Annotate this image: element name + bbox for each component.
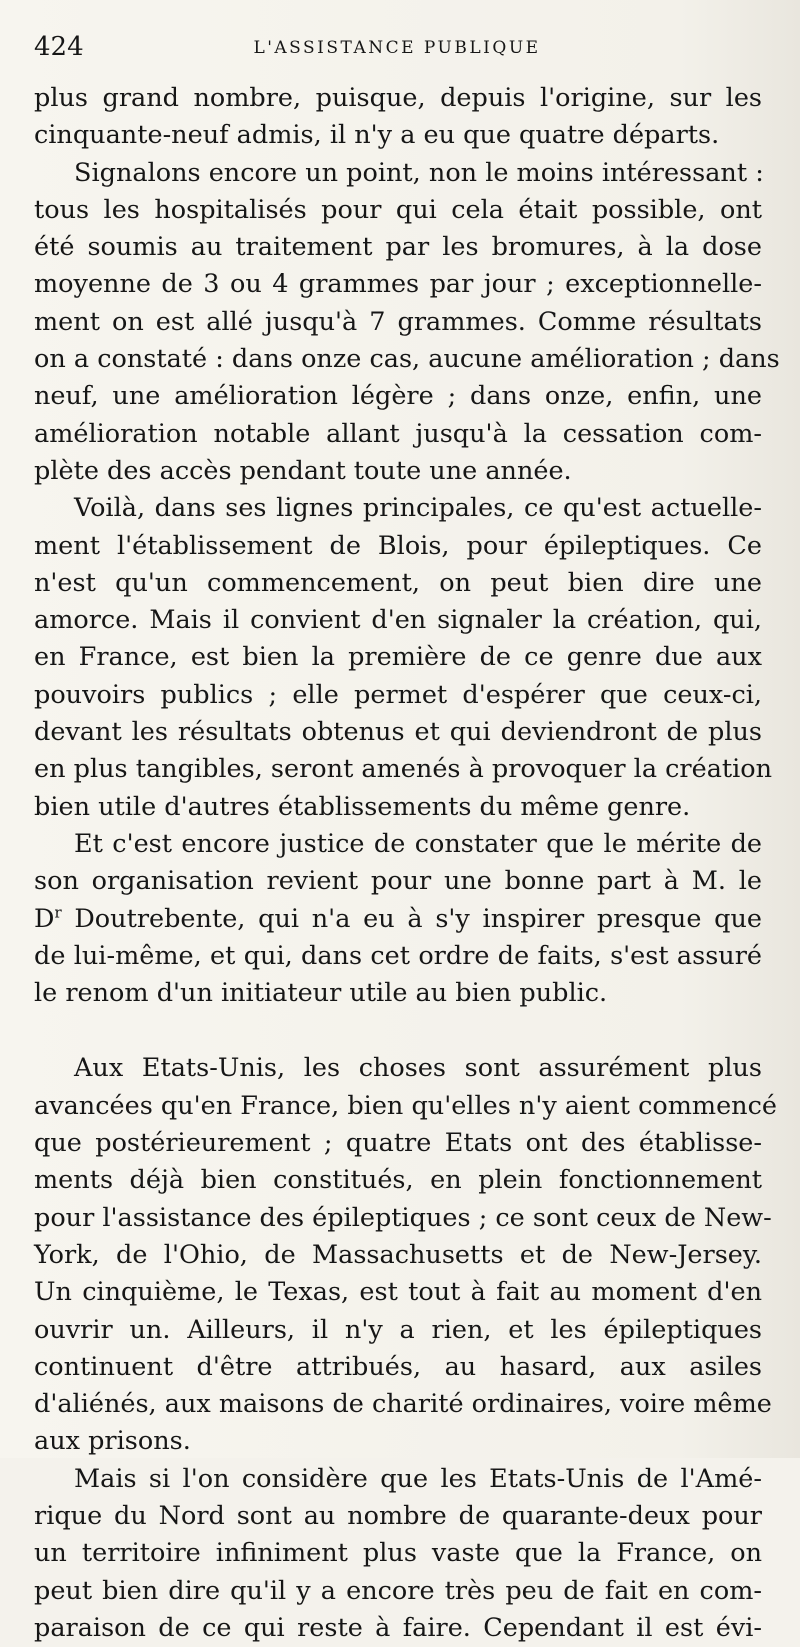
text-line: Et c'est encore justice de constater que le mérite de [74,828,762,859]
text-line: son organisation revient pour une bonne part à M. le [34,866,762,897]
text-line: ment on est allé jusqu'à 7 grammes. Comme résultats [34,306,762,337]
text-line: continuent d'être attribués, au hasard, aux asiles [34,1351,762,1382]
text-line: Signalons encore un point, non le moins intéressant : [74,157,764,188]
text-line: Un cinquième, le Texas, est tout à fait au moment d'en [34,1277,762,1308]
section-gap [34,1012,762,1050]
text-line: que postérieurement ; quatre Etats ont des établisse- [34,1128,762,1159]
text-line: ments déjà bien constitués, en plein fonctionnement [34,1165,762,1196]
text-line: tous les hospitalisés pour qui cela était possible, ont [34,194,762,225]
paragraph-bromides [34,155,780,491]
text-line: peut bien dire qu'il y a encore très peu de fait en com- [34,1575,762,1606]
title-abbrev: D [34,903,55,934]
text-line: devant les résultats obtenus et qui deviendront de plus [34,717,762,748]
line-rest: Doutrebente, qui n'a eu à s'y inspirer presque que [61,903,762,934]
text-line: neuf, une amélioration légère ; dans onze, enfin, une [34,381,762,412]
text-line: avancées qu'en France, bien qu'elles n'y aient commencé [34,1090,777,1121]
text-line: ment l'établissement de Blois, pour épileptiques. Ce [34,530,762,561]
text-line: amélioration notable allant jusqu'à la cessation com- [34,418,762,449]
text-line: de lui-même, et qui, dans cet ordre de faits, s'est assuré [34,940,762,971]
text-line: cinquante-neuf admis, il n'y a eu que quatre départs. [34,120,720,151]
text-line: n'est qu'un commencement, on peut bien dire une [34,567,762,598]
text-line: ouvrir un. Ailleurs, il n'y a rien, et les épileptiques [34,1314,762,1345]
text-line: aux prisons. [34,1426,191,1457]
text-line: Voilà, dans ses lignes principales, ce qu'est actuelle- [74,493,762,524]
text-line [34,901,762,938]
running-head: L'ASSISTANCE PUBLIQUE [253,38,541,58]
text-line: amorce. Mais il convient d'en signaler la création, qui, [34,605,762,636]
text-line: moyenne de 3 ou 4 grammes par jour ; exceptionnelle- [34,269,762,300]
paragraph-blois [34,490,773,826]
text-line: rique du Nord sont au nombre de quarante-deux pour [34,1500,762,1531]
text-line: York, de l'Ohio, de Massachusetts et de New-Jersey. [34,1239,762,1270]
text-line: Aux Etats-Unis, les choses sont assurément plus [74,1053,762,1084]
body-text [34,80,780,1647]
text-line: Mais si l'on considère que les Etats-Unis de l'Amé- [74,1463,762,1494]
text-line: bien utile d'autres établissements du même genre. [34,791,691,822]
page-header [34,32,760,62]
text-line: plète des accès pendant toute une année. [34,455,572,486]
text-line: d'aliénés, aux maisons de charité ordinaires, voire même [34,1389,772,1420]
text-line: paraison de ce qui reste à faire. Cependant il est évi- [34,1612,762,1643]
paragraph-doutrebente [34,826,762,1012]
text-line: le renom d'un initiateur utile au bien public. [34,978,608,1009]
title-superscript: r [54,903,62,922]
paragraph-continuation [34,80,762,155]
text-line: un territoire infiniment plus vaste que la France, on [34,1538,762,1569]
text-line: en France, est bien la première de ce genre due aux [34,642,762,673]
paragraph-united-states [34,1050,777,1460]
text-line: pouvoirs publics ; elle permet d'espérer que ceux-ci, [34,679,762,710]
text-line: plus grand nombre, puisque, depuis l'origine, sur les [34,83,762,113]
paragraph-comparison [34,1461,762,1647]
text-line: été soumis au traitement par les bromures, à la dose [34,232,762,263]
page-number: 424 [34,32,84,62]
text-line: pour l'assistance des épileptiques ; ce sont ceux de New- [34,1202,772,1233]
text-line: en plus tangibles, seront amenés à provoquer la création [34,754,773,785]
text-line: on a constaté : dans onze cas, aucune amélioration ; dans [34,344,780,375]
